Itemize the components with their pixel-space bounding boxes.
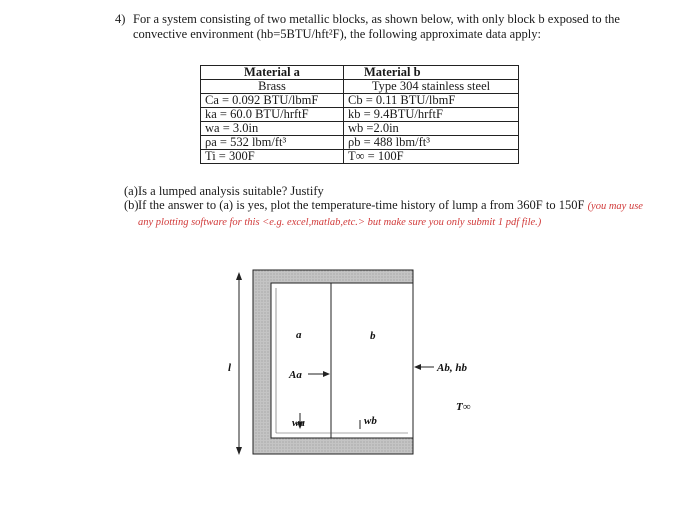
area-a-label: Aa	[289, 369, 302, 381]
ambient-temperature-label: T∞	[456, 401, 471, 413]
cell-conductivity-b: kb = 9.4BTU/hrftF	[344, 108, 519, 122]
cell-width-a: wa = 3.0in	[201, 122, 344, 136]
header-material-a: Material a	[201, 66, 344, 80]
material-b-name: Type 304 stainless steel	[344, 80, 519, 94]
part-a-label: (a)	[124, 184, 138, 198]
cell-width-b: wb =2.0in	[344, 122, 519, 136]
area-b-label: Ab, hb	[437, 362, 467, 374]
length-label: l	[228, 362, 232, 374]
cell-temperature-a: Ti = 300F	[201, 150, 344, 164]
width-a-label: wa	[292, 417, 305, 429]
problem-text: For a system consisting of two metallic blocks, as shown below, with only block b exposed to the convective environment (hb=5BTU/hft²F), the following approximate data apply:	[133, 12, 620, 41]
cell-conductivity-a: ka = 60.0 BTU/hrftF	[201, 108, 344, 122]
part-b-note: (you may use any plotting software for this <e.g. excel,matlab,etc.> but make sure you only submit 1 pdf file.)	[138, 201, 643, 228]
area-b-arrow-icon	[414, 364, 421, 370]
cell-density-a: ρa = 532 lbm/ft³	[201, 136, 344, 150]
width-b-label: wb	[364, 415, 377, 427]
block-a	[271, 283, 331, 438]
header-material-b: Material b	[344, 66, 519, 80]
cell-specific-heat-b: Cb = 0.11 BTU/lbmF	[344, 94, 519, 108]
length-arrow-bottom-icon	[236, 447, 242, 455]
part-b-text: If the answer to (a) is yes, plot the temperature-time history of lump a from 360F to 150F	[138, 198, 585, 212]
block-b-label: b	[370, 330, 376, 342]
length-arrow-top-icon	[236, 272, 242, 280]
problem-number: 4)	[115, 12, 126, 26]
block-a-label: a	[296, 329, 302, 341]
part-b-label: (b)	[124, 198, 139, 212]
material-a-name: Brass	[201, 80, 344, 94]
cell-density-b: ρb = 488 lbm/ft³	[344, 136, 519, 150]
cell-specific-heat-a: Ca = 0.092 BTU/lbmF	[201, 94, 344, 108]
part-a-text: Is a lumped analysis suitable? Justify	[138, 184, 324, 198]
cell-temperature-b: T∞ = 100F	[344, 150, 519, 164]
